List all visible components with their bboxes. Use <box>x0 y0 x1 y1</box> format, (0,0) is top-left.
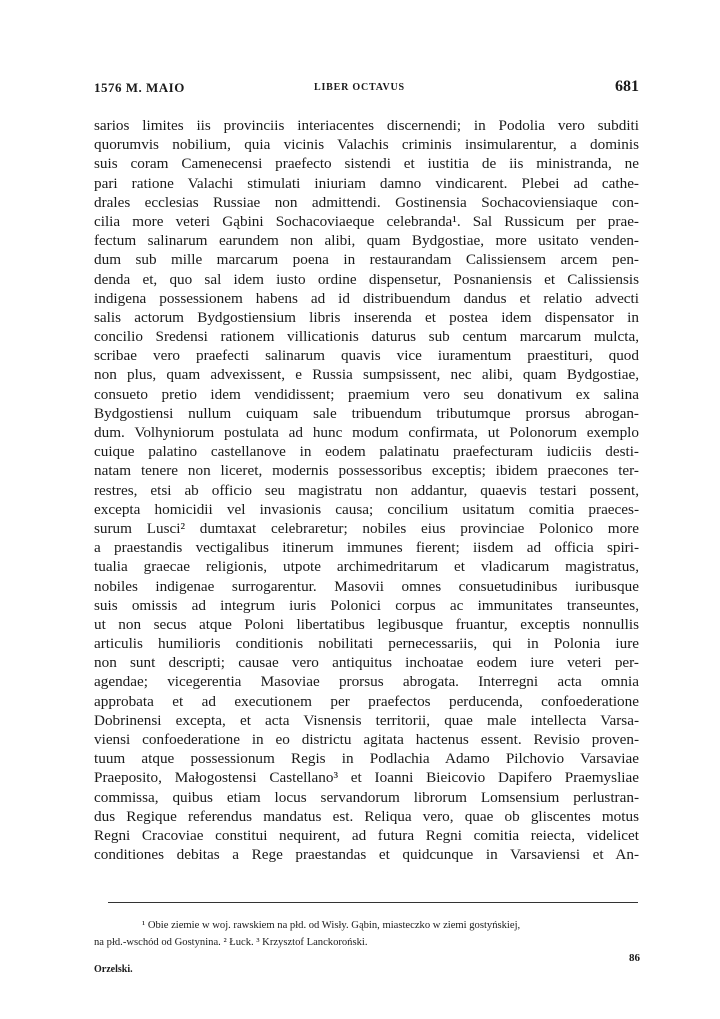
header-book-title: LIBER OCTAVUS <box>314 82 405 93</box>
text-line: cuique palatino castellanove in eodem palatinatu praefecturam iudiciis desti- <box>94 443 639 461</box>
text-line: scribae vero praefecti salinarum quavis vice iuramentum praestituri, quod <box>94 347 639 365</box>
text-line: agendae; vicegerentia Masoviae prorsus abrogata. Interregni acta omnia <box>94 673 639 691</box>
text-line: articulis humilioris conditionis nobilitati pernecessariis, qui in Polonia iure <box>94 635 639 653</box>
text-line: concilio Sredensi rationem villicationis daturus sub centum marcarum mulcta, <box>94 328 639 346</box>
text-line: suis omissis ad integrum iuris Polonici corpus ac immunitates transeuntes, <box>94 596 639 614</box>
text-line: pari ratione Valachi stimulati iniuriam damno vindicarent. Plebei ad cathe- <box>94 174 639 192</box>
text-line: cilia more veteri Gąbini Sochacoviaeque celebranda¹. Sal Russicum per prae- <box>94 212 639 230</box>
text-line: Regni Cracoviae constitui nequirent, ad futura Regni comitia reiecta, videlicet <box>94 826 639 844</box>
text-line: commissa, quibus etiam locus servandorum librorum Lomsensium perlustran- <box>94 788 639 806</box>
running-header <box>94 80 639 100</box>
footnote-line: na płd.-wschód od Gostynina. ² Łuck. ³ Krzysztof Lanckoroński. <box>94 937 368 948</box>
text-line: ut non secus atque Poloni libertatibus legibusque fruantur, exceptis nonnullis <box>94 615 639 633</box>
text-line: approbata et ad executionem per praefectos perducenda, confoederatione <box>94 692 639 710</box>
text-line: dum. Volhyniorum postulata ad hunc modum confirmata, ut Polonorum exemplo <box>94 424 639 441</box>
footnote-line: ¹ Obie ziemie w woj. rawskiem na płd. od Wisły. Gąbin, miasteczko w ziemi gostyńskiej, <box>142 920 521 931</box>
sheet-signature-number: 86 <box>629 952 640 964</box>
footnotes <box>94 917 642 951</box>
text-line: excepta homicidii vel invasionis causa; concilium usitatum comitia praeces- <box>94 500 639 518</box>
text-line: dus Regique referendus mandatus est. Reliqua vero, quae ob gliscentes motus <box>94 807 639 825</box>
header-date: 1576 M. MAIO <box>94 80 185 95</box>
main-text <box>94 116 639 864</box>
text-line: tuum atque possessionum Regis in Podlachia Adamo Pilchovio Varsaviae <box>94 750 639 768</box>
text-line: dum sub mille marcarum poena in restaurandam Calissiensem arcem pen- <box>94 251 639 269</box>
text-line: fectum salinarum earundem non alibi, quam Bydgostiae, more usitato venden- <box>94 232 639 250</box>
text-line: sarios limites iis provinciis interiacentes discernendi; in Podolia vero subditi <box>94 117 639 134</box>
text-line: natam tenere non liceret, modernis possessoribus exceptis; ibidem praecones ter- <box>94 462 639 480</box>
text-line: a praestandis vectigalibus itinerum immunes fierent; iisdem ad officia spiri- <box>94 539 639 557</box>
text-line: Praeposito, Małogostensi Castellano³ et Ioanni Bieicovio Dapifero Praemysliae <box>94 769 639 787</box>
text-line: restres, etsi ab officio seu magistratu non addantur, quaevis testari possent, <box>94 481 639 499</box>
text-line: indigena possessionem habens ad id distribuendum dandus et relatio advecti <box>94 289 639 307</box>
text-line: non sunt descripti; causae vero antiquitus inchoatae eodem iure veteri per- <box>94 654 639 672</box>
printer-mark: Orzelski. <box>94 964 133 975</box>
text-line: quorumvis nobilium, quia vicinis Valachis criminis insimularentur, a dominis <box>94 136 639 154</box>
page-number: 681 <box>615 78 639 95</box>
text-line: salis actorum Bydgostiensium libris inserenda et postea idem dispensator in <box>94 308 639 326</box>
text-line: nobiles indigenae surrogarentur. Masovii omnes consuetudinibus iuribusque <box>94 577 639 595</box>
text-line: Bydgostiensi nullum cuiquam sale tribuendum tributumque prorsus abrogan- <box>94 404 639 422</box>
text-line: viensi confoederatione in eo districtu agitata hactenus essent. Revisio proven- <box>94 731 639 748</box>
text-line: denda et, quo sal idem iusto ordine dispensetur, Posnaniensis et Calissiensis <box>94 270 639 288</box>
text-line: surum Lusci² dumtaxat celebraretur; nobiles eius provinciae Polonico more <box>94 519 639 537</box>
footnote-divider <box>108 902 638 903</box>
text-line: conditiones debitas a Rege praestandas et quidcunque in Varsaviensi et An- <box>94 846 639 864</box>
text-line: consueto pretio idem vendidissent; praemium vero seu donativum ex salina <box>94 385 639 403</box>
text-line: Dobrinensi excepta, et acta Visnensis territorii, quae male intellecta Varsa- <box>94 711 639 729</box>
text-line: tualia graecae religionis, utpote archimedritarum et vladicarum magistratus, <box>94 558 639 576</box>
text-line: drales ecclesias Russiae non admittendi. Gostinensia Sochacoviensiaque con- <box>94 193 639 211</box>
text-line: non plus, quam advexissent, e Russia sumpsissent, nec alibi, quam Bydgostiae, <box>94 366 639 384</box>
text-line: suis coram Camenecensi praefecto sistendi et iustitia de iis ministranda, ne <box>94 155 639 173</box>
